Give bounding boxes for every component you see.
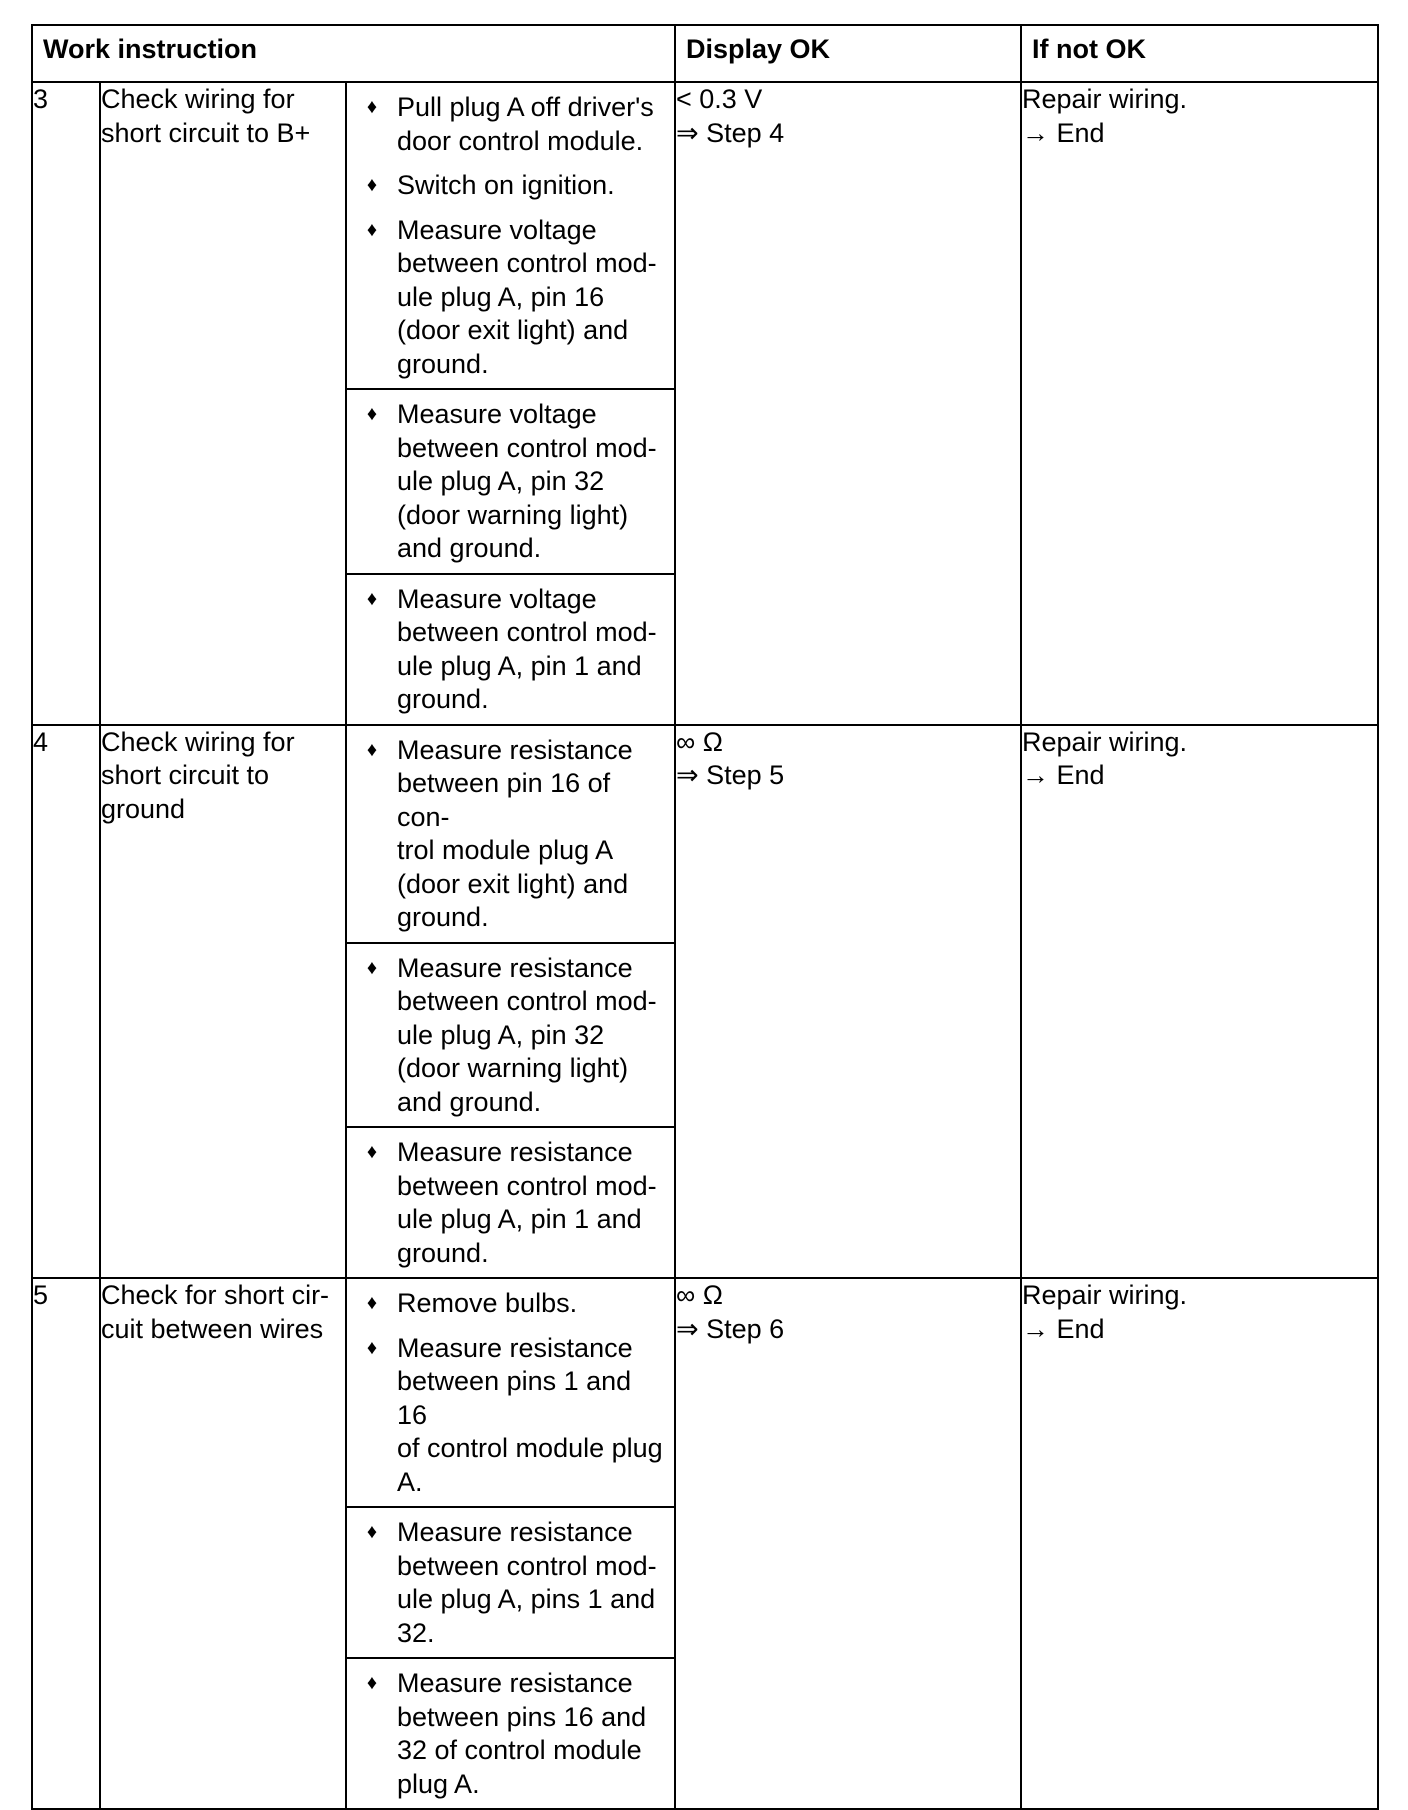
instruction-text: Measure resistance between control mod- ule plug A, pins 1 and 32. xyxy=(397,1517,657,1648)
if-not-ok-cell xyxy=(1021,725,1378,1279)
diamond-bullet-icon: ♦ xyxy=(366,218,378,241)
diamond-bullet-icon: ♦ xyxy=(366,96,378,118)
instruction-item xyxy=(347,1136,668,1270)
instruction-cell xyxy=(346,725,675,1279)
instruction-item xyxy=(347,1516,668,1650)
if-not-ok-line: Repair wiring. xyxy=(1022,84,1188,114)
display-ok-line: ∞ Ω xyxy=(676,726,723,757)
instruction-item xyxy=(347,952,668,1120)
step-number: 3 xyxy=(32,82,100,725)
instruction-text: Measure voltage between control mod- ule plug A, pin 1 and ground. xyxy=(397,583,657,714)
instruction-text: Measure resistance between pins 16 and 32 of control module plug A. xyxy=(397,1668,647,1799)
instruction-group xyxy=(347,575,674,724)
display-ok-cell xyxy=(675,82,1021,725)
diamond-bullet-icon: ♦ xyxy=(366,1292,378,1314)
instruction-item xyxy=(347,1667,668,1801)
instruction-group xyxy=(347,1508,674,1659)
header-row xyxy=(32,25,1378,82)
diamond-bullet-icon: ♦ xyxy=(366,587,378,610)
instruction-item xyxy=(347,91,668,158)
instruction-group xyxy=(347,1279,674,1508)
instruction-text: Switch on ignition. xyxy=(397,170,615,200)
instruction-cell xyxy=(346,82,675,725)
diamond-bullet-icon: ♦ xyxy=(366,738,378,761)
step-number: 4 xyxy=(32,725,100,1279)
instruction-text: Measure voltage between control mod- ule plug A, pin 16 (door exit light) and ground. xyxy=(397,214,657,379)
diamond-bullet-icon: ♦ xyxy=(366,1521,378,1543)
if-not-ok-line: → End xyxy=(1022,117,1105,148)
instruction-group xyxy=(347,1659,674,1808)
display-ok-line: ⇒ Step 6 xyxy=(676,1313,785,1344)
instruction-item xyxy=(347,169,668,203)
diamond-bullet-icon: ♦ xyxy=(366,956,378,979)
display-ok-line: < 0.3 V xyxy=(676,84,763,114)
step-number: 5 xyxy=(32,1278,100,1809)
display-ok-cell xyxy=(675,1278,1021,1809)
diamond-bullet-icon: ♦ xyxy=(366,1336,378,1359)
display-ok-cell xyxy=(675,725,1021,1279)
instruction-item xyxy=(347,214,668,382)
diamond-bullet-icon: ♦ xyxy=(366,403,378,425)
instruction-cell xyxy=(346,1278,675,1809)
instruction-group xyxy=(347,1128,674,1277)
instruction-text: Pull plug A off driver's door control module. xyxy=(397,92,654,156)
instruction-item xyxy=(347,583,668,717)
instruction-item xyxy=(347,734,668,935)
instruction-text: Measure resistance between control mod- ule plug A, pin 32 (door warning light) and ground. xyxy=(397,952,657,1117)
if-not-ok-cell xyxy=(1021,82,1378,725)
if-not-ok-cell xyxy=(1021,1278,1378,1809)
step-description: Check for short cir- cuit between wires xyxy=(100,1278,346,1809)
header-if-not-ok: If not OK xyxy=(1021,25,1378,82)
if-not-ok-line: → End xyxy=(1022,760,1105,790)
table-row xyxy=(32,725,1378,1279)
work-instruction-table xyxy=(31,24,1379,1810)
header-work-instruction: Work instruction xyxy=(32,25,675,82)
instruction-text: Remove bulbs. xyxy=(397,1288,578,1318)
instruction-text: Measure voltage between control mod- ule plug A, pin 32 (door warning light) and ground. xyxy=(397,399,657,563)
header-display-ok: Display OK xyxy=(675,25,1021,82)
instruction-group xyxy=(347,726,674,944)
instruction-item xyxy=(347,1287,668,1321)
display-ok-line: ∞ Ω xyxy=(676,1280,723,1310)
diamond-bullet-icon: ♦ xyxy=(366,174,378,196)
if-not-ok-line: → End xyxy=(1022,1313,1105,1344)
instruction-group xyxy=(347,83,674,390)
instruction-group xyxy=(347,944,674,1129)
instruction-text: Measure resistance between control mod- ule plug A, pin 1 and ground. xyxy=(397,1137,657,1268)
table-row xyxy=(32,1278,1378,1809)
step-description: Check wiring for short circuit to ground xyxy=(100,725,346,1279)
instruction-item xyxy=(347,398,668,566)
diamond-bullet-icon: ♦ xyxy=(366,1141,378,1163)
step-description: Check wiring for short circuit to B+ xyxy=(100,82,346,725)
if-not-ok-line: Repair wiring. xyxy=(1022,726,1188,757)
instruction-text: Measure resistance between pin 16 of con- trol module plug A (door exit light) and ground. xyxy=(397,734,633,932)
instruction-item xyxy=(347,1332,668,1500)
if-not-ok-line: Repair wiring. xyxy=(1022,1280,1188,1310)
instruction-text: Measure resistance between pins 1 and 16 of control module plug A. xyxy=(397,1332,663,1497)
display-ok-line: ⇒ Step 5 xyxy=(676,760,785,790)
table-row xyxy=(32,82,1378,725)
diamond-bullet-icon: ♦ xyxy=(366,1672,378,1694)
display-ok-line: ⇒ Step 4 xyxy=(676,117,785,148)
instruction-group xyxy=(347,390,674,575)
